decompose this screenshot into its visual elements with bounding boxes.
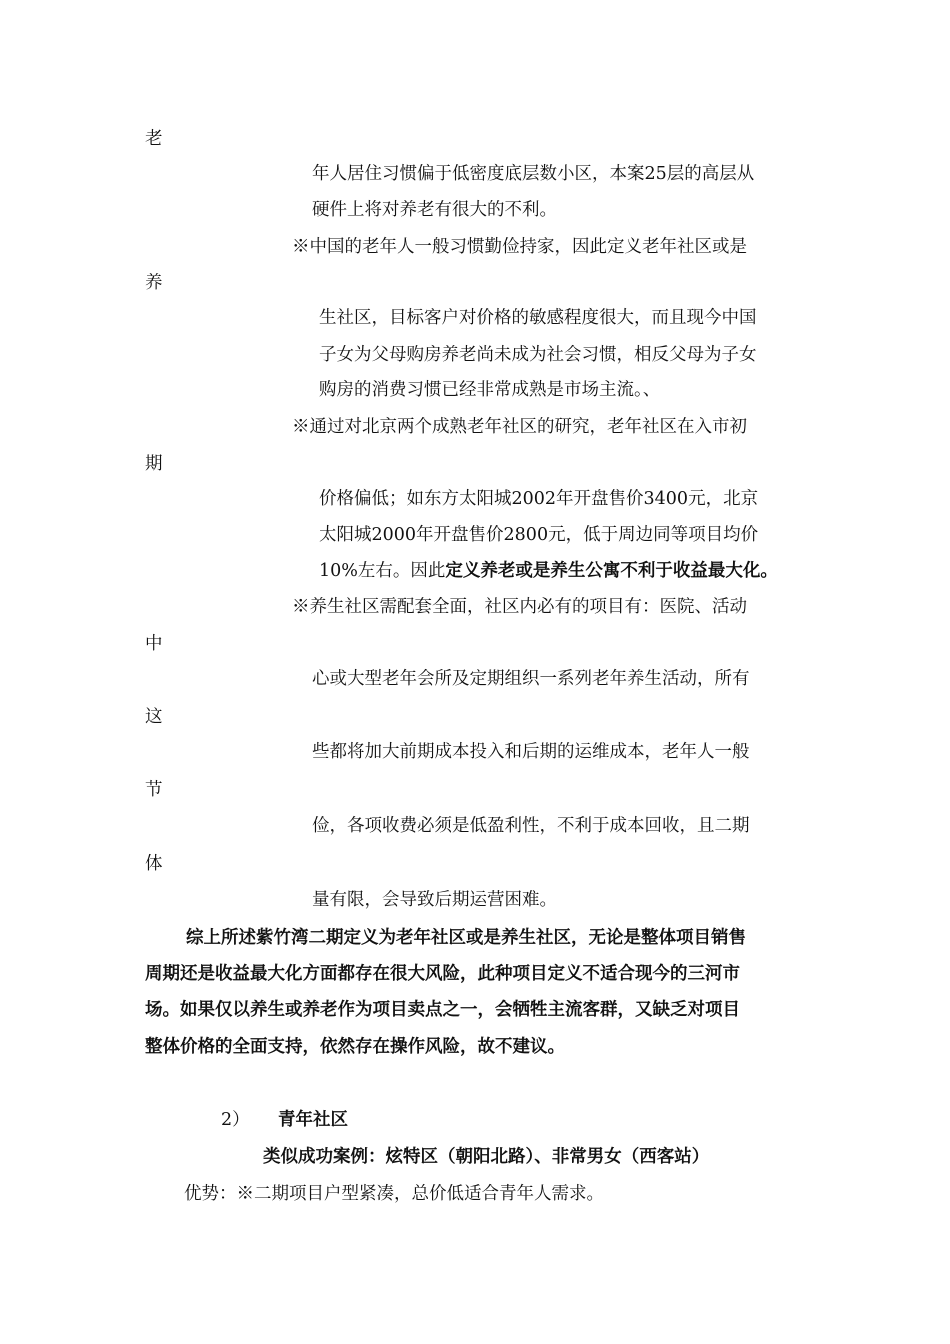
text-line: 年人居住习惯偏于低密度底层数小区，本案25层的高层从 bbox=[312, 164, 755, 184]
text-line: 心或大型老年会所及定期组织一系列老年养生活动，所有 bbox=[312, 669, 750, 689]
summary-line: 场。如果仅以养生或养老作为项目卖点之一，会牺牲主流客群，又缺乏对项目 bbox=[145, 1000, 740, 1020]
text-line: 节 bbox=[145, 780, 163, 800]
text-line: 太阳城2000年开盘售价2800元，低于周边同等项目均价 bbox=[319, 525, 759, 545]
text-line: 俭，各项收费必须是低盈利性，不利于成本回收，且二期 bbox=[312, 816, 750, 836]
text-line: ※养生社区需配套全面，社区内必有的项目有：医院、活动 bbox=[292, 597, 747, 617]
advantage-line: 优势：※二期项目户型紧凑，总价低适合青年人需求。 bbox=[184, 1184, 604, 1204]
text-line: 子女为父母购房养老尚未成为社会习惯，相反父母为子女 bbox=[319, 345, 757, 365]
text-line: 硬件上将对养老有很大的不利。 bbox=[312, 200, 557, 220]
emphasis-text: 定义养老或是养生公寓不利于收益最大化。 bbox=[445, 561, 778, 581]
section-number: 2） bbox=[221, 1110, 250, 1130]
text-line: 价格偏低；如东方太阳城2002年开盘售价3400元，北京 bbox=[319, 489, 759, 509]
text-line: 养 bbox=[145, 273, 163, 293]
text-line: 购房的消费习惯已经非常成熟是市场主流。、 bbox=[319, 380, 661, 400]
text-line: 生社区，目标客户对价格的敏感程度很大，而且现今中国 bbox=[319, 308, 757, 328]
case-line: 类似成功案例：炫特区（朝阳北路）、非常男女（西客站） bbox=[263, 1147, 710, 1167]
text-line: 这 bbox=[145, 707, 163, 727]
summary-line: 周期还是收益最大化方面都存在很大风险，此种项目定义不适合现今的三河市 bbox=[145, 964, 740, 984]
text-line: 老 bbox=[145, 129, 163, 149]
text-span: 10%左右。因此 bbox=[319, 561, 446, 581]
section-title: 青年社区 bbox=[278, 1110, 348, 1130]
text-line: 体 bbox=[145, 854, 163, 874]
text-line: 量有限，会导致后期运营困难。 bbox=[312, 890, 557, 910]
text-line: 中 bbox=[145, 634, 163, 654]
text-line: ※通过对北京两个成熟老年社区的研究，老年社区在入市初 bbox=[292, 417, 747, 437]
text-line bbox=[319, 559, 778, 583]
text-line: ※中国的老年人一般习惯勤俭持家，因此定义老年社区或是 bbox=[292, 237, 747, 257]
text-line: 期 bbox=[145, 454, 163, 474]
text-line: 些都将加大前期成本投入和后期的运维成本，老年人一般 bbox=[312, 742, 750, 762]
summary-line: 整体价格的全面支持，依然存在操作风险，故不建议。 bbox=[145, 1037, 565, 1057]
summary-line: 综上所述紫竹湾二期定义为老年社区或是养生社区，无论是整体项目销售 bbox=[186, 928, 746, 948]
